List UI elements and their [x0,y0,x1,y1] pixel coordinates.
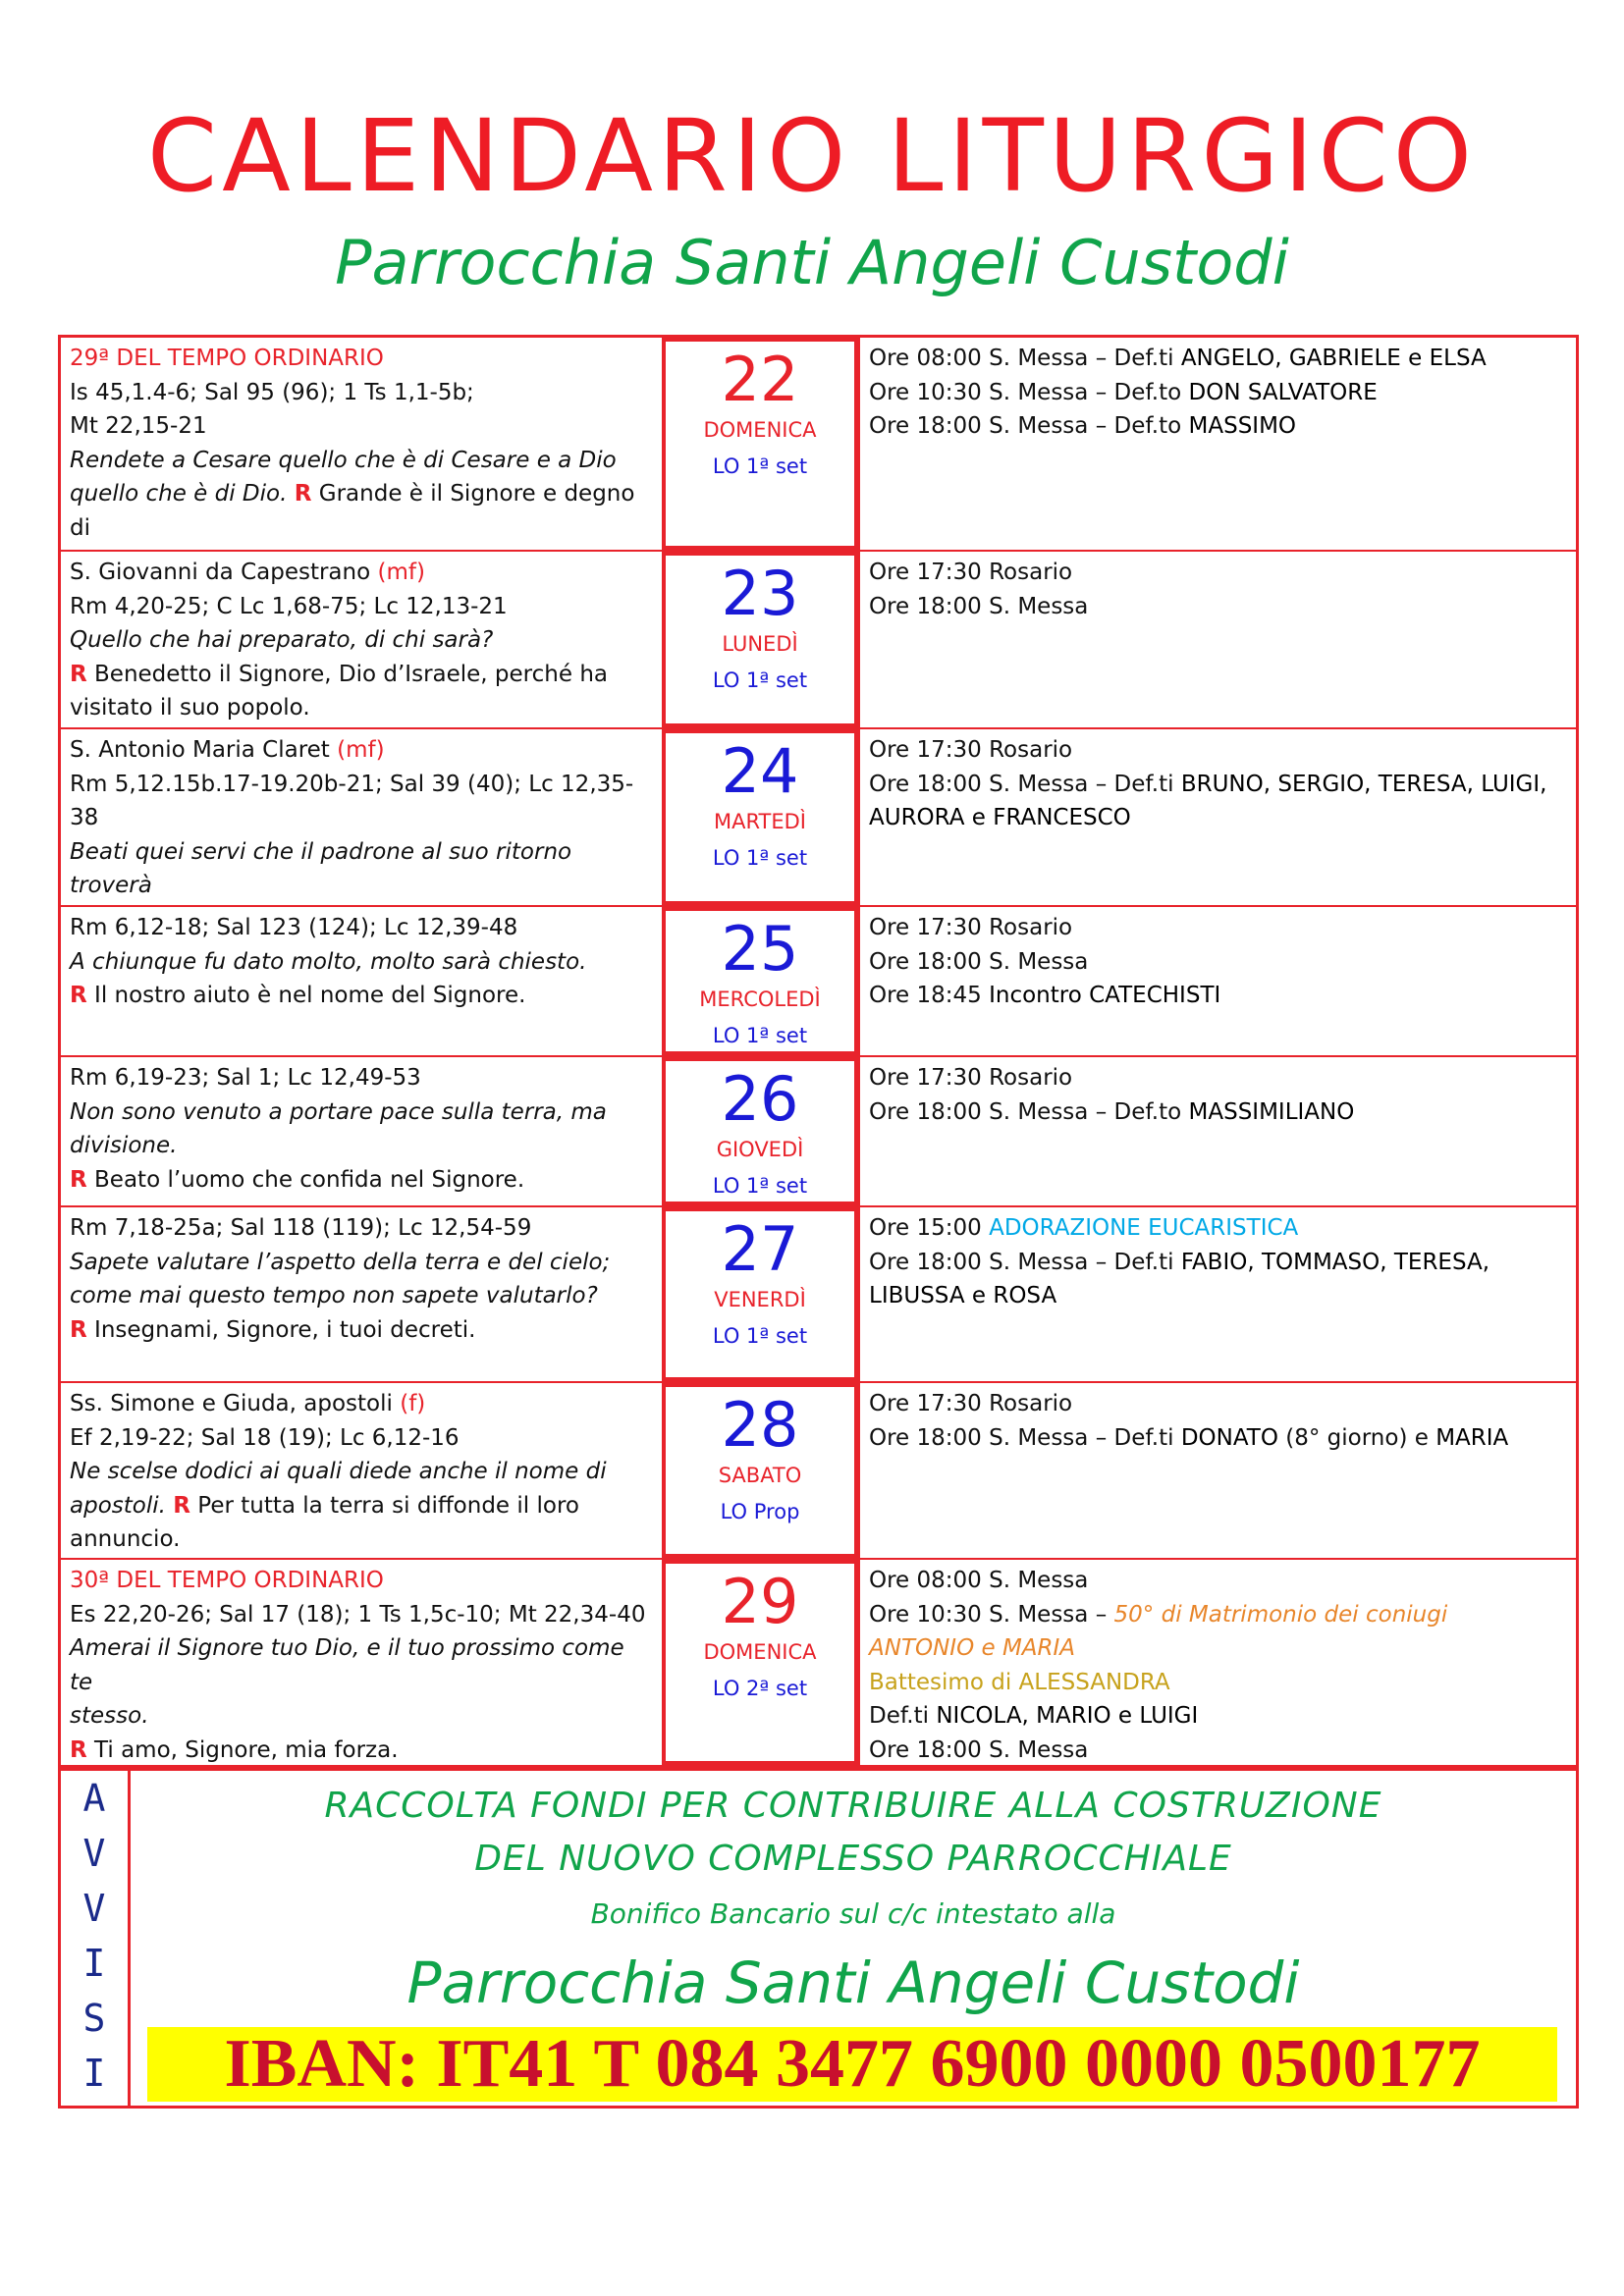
reading-line [70,1387,652,1421]
avvisi-letter: V [82,1832,106,1875]
schedule-line [869,376,1566,410]
date-cell [662,1560,858,1765]
avvisi-label [58,1768,131,2109]
reading-line [70,1279,652,1313]
schedule-text: Ore 17:30 Rosario [869,915,1073,940]
readings-cell [61,1057,662,1205]
baptism-text: Battesimo di ALESSANDRA [869,1669,1170,1695]
liturgy-hours: LO 1ª set [712,454,808,478]
reading-line [70,477,652,545]
schedule-text: Ore 18:00 S. Messa – Def.to [869,413,1189,439]
reading-line [70,545,652,550]
schedule-line [869,409,1566,444]
schedule-line [869,1734,1566,1766]
reading-text: quello che è di Dio. [70,481,295,507]
schedule-line [869,1598,1566,1632]
schedule-names: ANGELO, GABRIELE e ELSA [1180,346,1487,371]
fundraising-line-2: DEL NUOVO COMPLESSO PARROCCHIALE [474,1839,1232,1879]
date-cell [662,1207,858,1381]
schedule-text: Ore 18:00 S. Messa – Def.ti [869,1424,1181,1451]
reading-line [70,1421,652,1456]
liturgy-hours: LO 1ª set [712,1024,808,1047]
schedule-line [869,1421,1566,1456]
avvisi-letter: I [82,1942,106,1985]
schedule-line [869,1211,1566,1246]
schedule-names: AURORA e FRANCESCO [869,805,1131,830]
reading-text: Rm 7,18-25a; Sal 118 (119); Lc 12,54-59 [70,1215,532,1241]
page-title: CALENDARIO LITURGICO [146,98,1478,215]
reading-line [70,1211,652,1246]
day-number: 23 [721,558,799,629]
anniversary-text: 50° di Matrimonio dei coniugi [1113,1601,1448,1628]
schedule-names: FABIO, TOMMASO, TERESA, [1180,1249,1490,1275]
response-marker: R [70,1736,87,1763]
schedule-text: Ore 08:00 S. Messa – Def.ti [869,346,1181,371]
reading-text: visitato il suo popolo. [70,695,310,721]
day-number: 29 [721,1566,799,1637]
parish-name-line: Parrocchia Santi Angeli Custodi [406,1949,1300,2016]
reading-line [70,733,652,768]
schedule-line [869,1631,1566,1666]
readings-cell [61,907,662,1055]
reading-line [70,1734,652,1766]
day-number: 28 [721,1389,799,1461]
day-number: 27 [721,1213,799,1285]
schedule-cell [858,1207,1576,1381]
day-name: VENERDÌ [714,1288,806,1311]
reading-text: Es 22,20-26; Sal 17 (18); 1 Ts 1,5c-10; Mt 22,34-40 [70,1601,646,1628]
day-name: DOMENICA [703,1640,817,1664]
reading-line [70,444,652,478]
schedule-names: LIBUSSA e ROSA [869,1283,1057,1308]
schedule-cell [858,338,1576,550]
day-row [61,1383,1576,1560]
fundraising-line-1: RACCOLTA FONDI PER CONTRIBUIRE ALLA COSTRUZIONE [324,1786,1382,1826]
response-marker: R [70,1166,87,1193]
day-row [61,338,1576,552]
schedule-line [869,342,1566,376]
schedule-text: Ore 15:00 [869,1215,990,1241]
reading-line [70,945,652,980]
readings-cell [61,552,662,727]
liturgy-hours: LO 2ª set [712,1677,808,1700]
reading-line [70,1631,652,1699]
schedule-text: Ore 18:00 S. Messa – Def.to [869,1098,1189,1125]
reading-text: Rm 4,20-25; C Lc 1,68-75; Lc 12,13-21 [70,593,508,619]
reading-text: Rendete a Cesare quello che è di Cesare e a Dio [70,447,617,473]
schedule-text: Ore 08:00 S. Messa [869,1568,1089,1593]
reading-line [70,1095,652,1130]
day-row [61,907,1576,1057]
schedule-names: DONATO [1180,1424,1278,1451]
readings-cell [61,1207,662,1381]
avvisi-letter: I [82,2052,106,2095]
reading-line [70,1598,652,1632]
reading-line [70,1522,652,1557]
response-text: Ti amo, Signore, mia forza. [86,1736,399,1763]
date-cell [662,1057,858,1205]
reading-line [70,1313,652,1348]
avvisi-letter: A [82,1777,106,1820]
reading-text: Sapete valutare l’aspetto della terra e del cielo; [70,1249,611,1275]
reading-text: Ef 2,19-22; Sal 18 (19); Lc 6,12-16 [70,1424,460,1451]
response-marker: R [70,983,87,1008]
reading-text: divisione. [70,1133,178,1158]
date-cell [662,729,858,905]
response-marker: R [294,481,312,507]
date-cell [662,338,858,550]
reading-line [70,1061,652,1095]
schedule-line [869,1095,1566,1130]
reading-line [70,409,652,444]
response-text: Il nostro aiuto è nel nome del Signore. [86,983,526,1008]
day-row [61,729,1576,907]
schedule-line [869,1387,1566,1421]
schedule-text: Ore 10:30 S. Messa – Def.to [869,379,1189,405]
schedule-names: DON SALVATORE [1188,379,1378,405]
schedule-line [869,1246,1566,1280]
schedule-text: Ore 18:00 S. Messa – Def.ti [869,1249,1181,1275]
reading-text: Amerai il Signore tuo Dio, e il tuo prossimo come te [70,1635,624,1695]
schedule-line [869,945,1566,980]
day-row [61,1560,1576,1765]
schedule-line [869,979,1566,1013]
reading-line [70,1489,652,1523]
day-name: LUNEDÌ [722,632,798,656]
day-row [61,1057,1576,1207]
reading-text: stesso. [70,1703,149,1729]
anniversary-text: ANTONIO e MARIA [869,1635,1076,1661]
reading-text: Non sono venuto a portare pace sulla terra, ma [70,1098,607,1125]
date-cell [662,907,858,1055]
liturgy-hours: LO 1ª set [712,668,808,692]
parish-subtitle: Parrocchia Santi Angeli Custodi [335,227,1289,298]
schedule-line [869,801,1566,835]
schedule-line [869,733,1566,768]
schedule-names: MASSIMO [1188,413,1297,439]
reading-line [70,1564,652,1598]
reading-text: Mt 22,15-21 [70,413,207,439]
adoration-text: ADORAZIONE EUCARISTICA [989,1215,1299,1241]
reading-line [70,979,652,1013]
reading-text: 30ª DEL TEMPO ORDINARIO [70,1568,384,1593]
reading-text: Is 45,1.4-6; Sal 95 (96); 1 Ts 1,1-5b; [70,379,474,405]
day-number: 26 [721,1063,799,1135]
day-name: MARTEDÌ [713,810,806,833]
readings-cell [61,1560,662,1765]
response-text: Beato l’uomo che confida nel Signore. [86,1166,525,1193]
schedule-names: NICOLA, MARIO e LUIGI [936,1703,1199,1729]
reading-line [70,835,652,903]
reading-line [70,768,652,835]
avvisi-box [128,1768,1579,2109]
schedule-text: Ore 17:30 Rosario [869,560,1073,585]
schedule-text: Ore 18:00 S. Messa [869,948,1089,975]
schedule-line [869,1279,1566,1313]
liturgy-hours: LO 1ª set [712,1174,808,1198]
schedule-cell [858,1383,1576,1558]
schedule-line [869,590,1566,624]
reading-text: Rm 6,19-23; Sal 1; Lc 12,49-53 [70,1065,421,1091]
celebration-rank: (mf) [377,560,425,585]
reading-text: Beati quei servi che il padrone al suo ritorno troverà [70,838,572,898]
schedule-names: BRUNO, SERGIO, TERESA, LUIGI, [1180,771,1547,797]
liturgy-hours: LO Prop [720,1500,800,1523]
schedule-line [869,1564,1566,1598]
schedule-line [869,768,1566,802]
schedule-text: Ore 17:30 Rosario [869,1065,1073,1091]
schedule-line [869,1061,1566,1095]
day-row [61,1207,1576,1383]
schedule-line [869,556,1566,590]
response-text: Per tutta la terra si diffonde il loro [189,1492,579,1519]
reading-line [70,376,652,410]
date-cell [662,1383,858,1558]
iban-banner: IBAN: IT41 T 084 3477 6900 0000 0500177 [147,2027,1557,2102]
schedule-cell [858,907,1576,1055]
reading-text: come mai questo tempo non sapete valutarlo? [70,1283,598,1308]
response-marker: R [70,1316,87,1343]
reading-line [70,342,652,376]
reading-text: apostoli. [70,1492,174,1519]
schedule-line [869,911,1566,945]
day-number: 24 [721,735,799,807]
schedule-line [869,1699,1566,1734]
response-marker: R [173,1492,190,1519]
schedule-text: (8° giorno) e [1277,1424,1436,1451]
reading-line [70,691,652,725]
avvisi-letter: V [82,1887,106,1930]
reading-line [70,556,652,590]
schedule-text: Ore 18:00 S. Messa – Def.ti [869,771,1181,797]
reading-line [70,903,652,906]
reading-text: Rm 6,12-18; Sal 123 (124); Lc 12,39-48 [70,915,518,940]
schedule-names: MASSIMILIANO [1188,1098,1355,1125]
reading-line [70,911,652,945]
readings-cell [61,338,662,550]
avvisi-letter: S [82,1997,106,2040]
schedule-line [869,1666,1566,1700]
schedule-text: Ore 18:00 S. Messa [869,1736,1089,1763]
reading-text: A chiunque fu dato molto, molto sarà chiesto. [70,948,587,975]
schedule-cell [858,552,1576,727]
readings-cell [61,729,662,905]
reading-text: annuncio. [70,1526,181,1552]
schedule-names: Incontro CATECHISTI [989,983,1221,1008]
celebration-rank: (mf) [337,737,385,763]
day-name: GIOVEDÌ [716,1138,804,1161]
liturgy-hours: LO 1ª set [712,846,808,870]
reading-text: 29ª DEL TEMPO ORDINARIO [70,346,384,371]
schedule-cell [858,1057,1576,1205]
schedule-text: Ore 17:30 Rosario [869,737,1073,763]
date-cell [662,552,858,727]
response-text: Insegnami, Signore, i tuoi decreti. [86,1316,476,1343]
schedule-text: Def.ti [869,1703,937,1729]
reading-line [70,1129,652,1163]
reading-text: S. Giovanni da Capestrano [70,560,378,585]
calendar-table [58,335,1579,1768]
response-marker: R [70,661,87,687]
reading-line [70,1699,652,1734]
reading-line [70,623,652,658]
reading-text: Rm 5,12.15b.17-19.20b-21; Sal 39 (40); Lc 12,35-38 [70,771,634,830]
reading-line [70,1246,652,1280]
reading-text: Ne scelse dodici ai quali diede anche il nome di [70,1459,607,1484]
reading-text [70,549,181,550]
day-name: SABATO [718,1464,802,1487]
schedule-names: MARIA [1435,1424,1509,1451]
schedule-text: Ore 18:45 [869,983,990,1008]
reading-text: Ss. Simone e Giuda, apostoli [70,1391,401,1416]
reading-text: Quello che hai preparato, di chi sarà? [70,627,494,653]
celebration-rank: (f) [400,1391,426,1416]
day-row [61,552,1576,729]
day-name: DOMENICA [703,418,817,442]
reading-line [70,590,652,624]
day-number: 22 [721,344,799,415]
response-text: Benedetto il Signore, Dio d’Israele, perché ha [86,661,608,687]
readings-cell [61,1383,662,1558]
reading-line [70,1455,652,1489]
schedule-cell [858,729,1576,905]
bank-transfer-line: Bonifico Bancario sul c/c intestato alla [590,1897,1116,1930]
liturgy-hours: LO 1ª set [712,1324,808,1348]
reading-line [70,658,652,692]
day-name: MERCOLEDÌ [699,988,821,1011]
reading-line [70,1163,652,1198]
schedule-text: Ore 17:30 Rosario [869,1391,1073,1416]
day-number: 25 [721,913,799,985]
schedule-text: Ore 18:00 S. Messa [869,593,1089,619]
schedule-cell [858,1560,1576,1765]
reading-text: S. Antonio Maria Claret [70,737,338,763]
schedule-text: Ore 10:30 S. Messa – [869,1601,1114,1628]
response-text: Grande è il Signore e degno di [70,481,635,541]
